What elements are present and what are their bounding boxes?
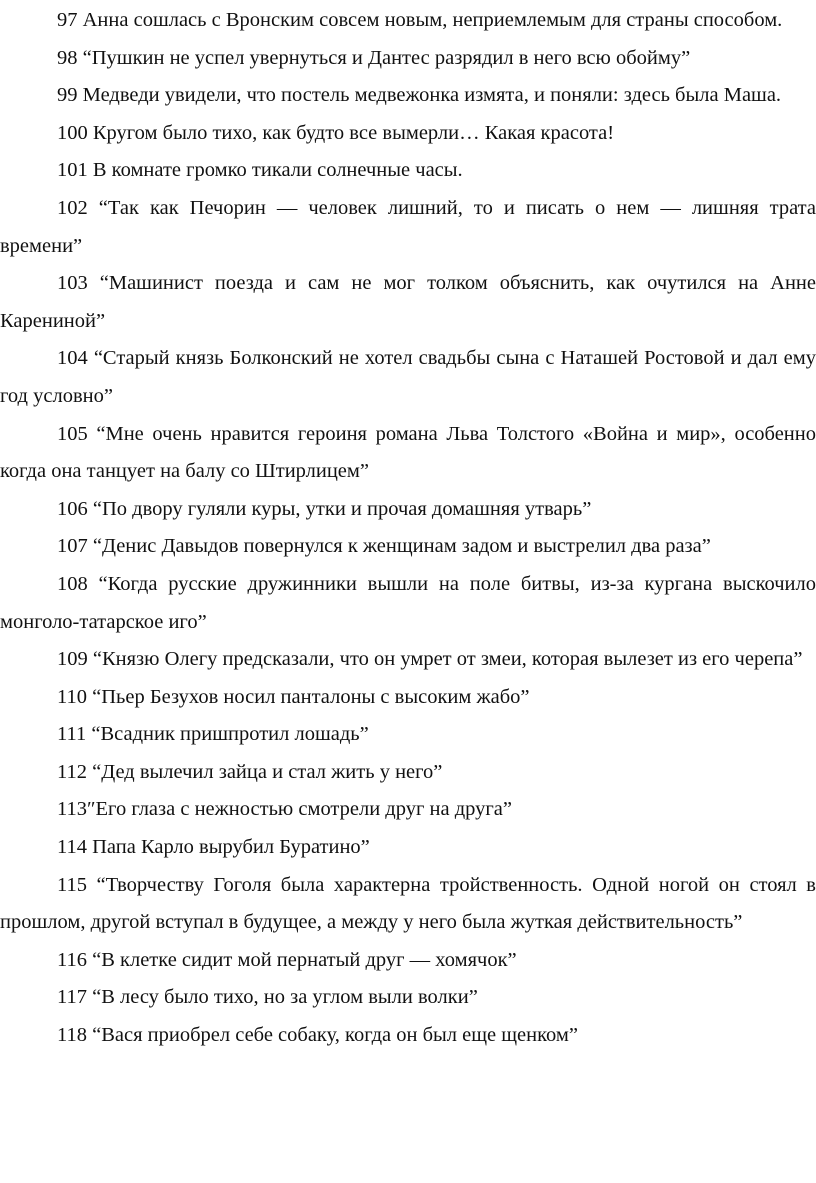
paragraph-115: 115 “Творчеству Гоголя была характерна тройственность. Одной ногой он стоял в прошлом, другой вступал в будущее, а между у него была жуткая действительность”: [0, 873, 816, 934]
paragraph-108: 108 “Когда русские дружинники вышли на поле битвы, из-за кургана выскочило монголо-татарское иго”: [0, 572, 816, 633]
paragraph-100: 100 Кругом было тихо, как будто все вымерли… Какая красота!: [57, 121, 615, 144]
paragraph-113: 113″Его глаза с нежностью смотрели друг на друга”: [57, 798, 512, 821]
paragraph-101: 101 В комнате громко тикали солнечные часы.: [57, 159, 463, 182]
paragraph-102: 102 “Так как Печорин — человек лишний, то и писать о нем — лишняя трата времени”: [0, 196, 816, 257]
paragraph-104: 104 “Старый князь Болконский не хотел свадьбы сына с Наташей Ростовой и дал ему год условно”: [0, 347, 816, 407]
paragraph-112: 112 “Дед вылечил зайца и стал жить у него”: [57, 760, 443, 783]
paragraph-105: 105 “Мне очень нравится героиня романа Льва Толстого «Война и мир», особенно когда она танцует на балу со Штирлицем”: [0, 422, 816, 483]
paragraph-107: 107 “Денис Давыдов повернулся к женщинам задом и выстрелил два раза”: [57, 535, 711, 558]
paragraph-114: 114 Папа Карло вырубил Буратино”: [57, 836, 370, 859]
paragraph-98: 98 “Пушкин не успел увернуться и Дантес разрядил в него всю обойму”: [57, 46, 691, 69]
paragraph-111: 111 “Всадник пришпротил лошадь”: [57, 723, 369, 746]
paragraph-118: 118 “Вася приобрел себе собаку, когда он был еще щенком”: [57, 1024, 578, 1047]
paragraph-110: 110 “Пьер Безухов носил панталоны с высоким жабо”: [57, 685, 530, 708]
paragraph-117: 117 “В лесу было тихо, но за углом выли волки”: [57, 986, 478, 1009]
paragraph-103: 103 “Машинист поезда и сам не мог толком объяснить, как очутился на Анне Карениной”: [0, 272, 816, 332]
paragraph-109: 109 “Князю Олегу предсказали, что он умрет от змеи, которая вылезет из его черепа”: [57, 648, 803, 671]
paragraph-99: 99 Медведи увидели, что постель медвежонка измята, и поняли: здесь была Маша.: [57, 84, 782, 107]
paragraph-116: 116 “В клетке сидит мой пернатый друг — хомячок”: [57, 948, 517, 971]
paragraph-97: 97 Анна сошлась с Вронским совсем новым, неприемлемым для страны способом.: [57, 9, 783, 31]
paragraph-106: 106 “По двору гуляли куры, утки и прочая домашняя утварь”: [57, 497, 592, 520]
